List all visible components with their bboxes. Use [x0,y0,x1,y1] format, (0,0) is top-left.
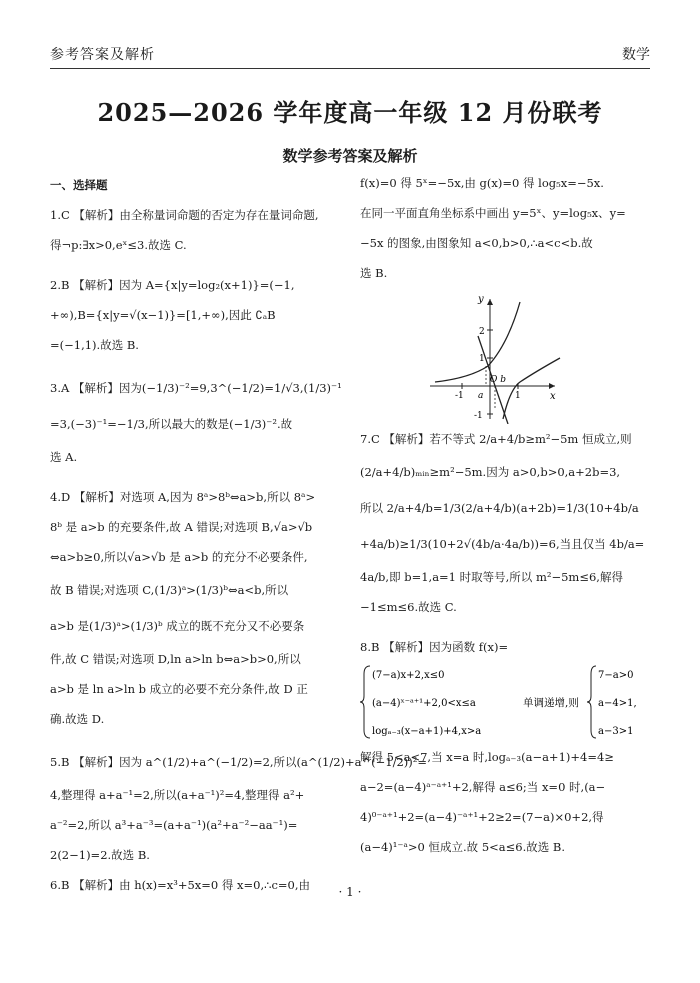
text-line: 解得 5<a<7,当 x=a 时,logₐ₋₃(a−a+1)+4=4≥ [360,750,614,764]
piece-row2: (a−4)ˣ⁻ᵃ⁺¹+2,0<x≤a [372,698,476,709]
text-line: 确.故选 D. [50,712,105,726]
piece-row1: (7−a)x+2,x≤0 [372,670,445,681]
document-title: 2025—2026 学年度高一年级 12 月份联考 [97,98,603,127]
text-line: 选 B. [360,266,388,280]
x-axis-arrow [549,383,555,389]
label-1-x: 1 [515,391,521,401]
piece-middle-text: 单调递增,则 [523,697,579,709]
left-brace [360,666,370,738]
label-1: 1 [479,354,485,364]
section-heading: 一、选择题 [50,178,108,192]
graph-svg [360,294,650,424]
text-line: 2(2−1)=2.故选 B. [50,848,150,862]
label-neg1-y: -1 [474,411,483,421]
text-line: 6.B 【解析】由 h(x)=x³+5x=0 得 x=0,∴c=0,由 [50,878,310,892]
text-line: 4a/b,即 b=1,a=1 时取等号,所以 m²−5m≤6,解得 [360,570,623,584]
text-line: 4)⁰⁻ᵃ⁺¹+2=(a−4)⁻ᵃ⁺¹+2≥2=(7−a)×0+2,得 [360,810,604,824]
text-line: 4.D 【解析】对选项 A,因为 8ᵃ>8ᵇ⇔a>b,所以 8ᵃ> [50,490,316,504]
label-a: a [478,391,484,401]
y-axis-arrow [487,299,493,305]
text-line: 8.B 【解析】因为函数 f(x)= [360,640,509,654]
text-line: 5.B 【解析】因为 a^(1/2)+a^(−1/2)=2,所以(a^(1/2)+a^(−1/2))²= [50,755,427,769]
text-line: +4a/b)≥1/3(10+2√(4b/a·4a/b))=6,当且仅当 4b/a= [360,537,645,551]
text-line: 1.C 【解析】由全称量词命题的否定为存在量词命题, [50,208,319,222]
text-line: 4,整理得 a+a⁻¹=2,所以(a+a⁻¹)²=4,整理得 a²+ [50,788,305,802]
text-line: 故 B 错误;对选项 C,(1/3)ᵃ>(1/3)ᵇ⇔a<b,所以 [50,583,289,597]
text-line: 3.A 【解析】因为(−1/3)⁻²=9,3^(−1/2)=1/√3,(1/3)⁻¹ [50,381,342,395]
text-line: 7.C 【解析】若不等式 2/a+4/b≥m²−5m 恒成立,则 [360,432,632,446]
curve-log5x [503,358,560,419]
text-line: a⁻²=2,所以 a³+a⁻³=(a+a⁻¹)(a²+a⁻²−aa⁻¹)= [50,818,298,832]
condition-brace [587,666,596,738]
text-line: 选 A. [50,450,78,464]
curve-exp-5x [435,302,520,382]
text-line: 8ᵇ 是 a>b 的充要条件,故 A 错误;对选项 B,√a>√b [50,520,313,534]
text-line: +∞),B={x|y=√(x−1)}=[1,+∞),因此 ∁ₐB [50,308,276,322]
text-line: a>b 是(1/3)ᵃ>(1/3)ᵇ 成立的既不充分又不必要条 [50,619,305,633]
text-line: 所以 2/a+4/b=1/3(2/a+4/b)(a+2b)=1/3(10+4b/a [360,501,639,515]
text-line: (2/a+4/b)ₘᵢₙ≥m²−5m.因为 a>0,b>0,a+2b=3, [360,465,621,479]
text-line: 在同一平面直角坐标系中画出 y=5ˣ、y=log₅x、y= [360,206,626,220]
piece-row3: logₐ₋₃(x−a+1)+4,x>a [372,726,482,737]
text-line: (a−4)¹⁻ᵃ>0 恒成立.故 5<a≤6.故选 B. [360,840,565,854]
piecewise-svg [360,662,650,742]
text-line: a−2=(a−4)ᵃ⁻ᵃ⁺¹+2,解得 a≤6;当 x=0 时,(a− [360,780,606,794]
text-line: 得¬p:∃x>0,eˣ≤3.故选 C. [50,238,187,252]
label-2: 2 [479,327,485,337]
function-graph [360,294,650,424]
text-line: ⇔a>b≥0,所以√a>√b 是 a>b 的充分不必要条件, [50,550,308,564]
label-y: y [478,294,484,305]
header-subject: 数学 [622,47,650,63]
page-header [50,40,650,69]
text-line: a>b 是 ln a>ln b 成立的必要不充分条件,故 D 正 [50,682,308,696]
condition-2: a−4>1, [598,698,637,709]
text-line: f(x)=0 得 5ˣ=−5x,由 g(x)=0 得 log₅x=−5x. [360,176,604,190]
piecewise-function [360,662,650,742]
text-line: =3,(−3)⁻¹=−1/3,所以最大的数是(−1/3)⁻².故 [50,417,293,431]
label-x: x [550,391,556,402]
text-line: 2.B 【解析】因为 A={x|y=log₂(x+1)}=(−1, [50,278,295,292]
text-line: =(−1,1).故选 B. [50,338,139,352]
page-number: · 1 · [338,885,362,899]
label-ob: O b [490,375,507,385]
document-subtitle: 数学参考答案及解析 [282,147,418,165]
text-line: −1≤m≤6.故选 C. [360,600,457,614]
condition-1: 7−a>0 [598,670,634,681]
header-left-label: 参考答案及解析 [50,47,155,63]
text-line: 件,故 C 错误;对选项 D,ln a>ln b⇔a>b>0,所以 [50,652,301,666]
label-neg1-x: -1 [455,391,464,401]
text-line: −5x 的图象,由图象知 a<0,b>0,∴a<c<b.故 [360,236,593,250]
condition-3: a−3>1 [598,726,634,737]
right-column [360,168,650,862]
